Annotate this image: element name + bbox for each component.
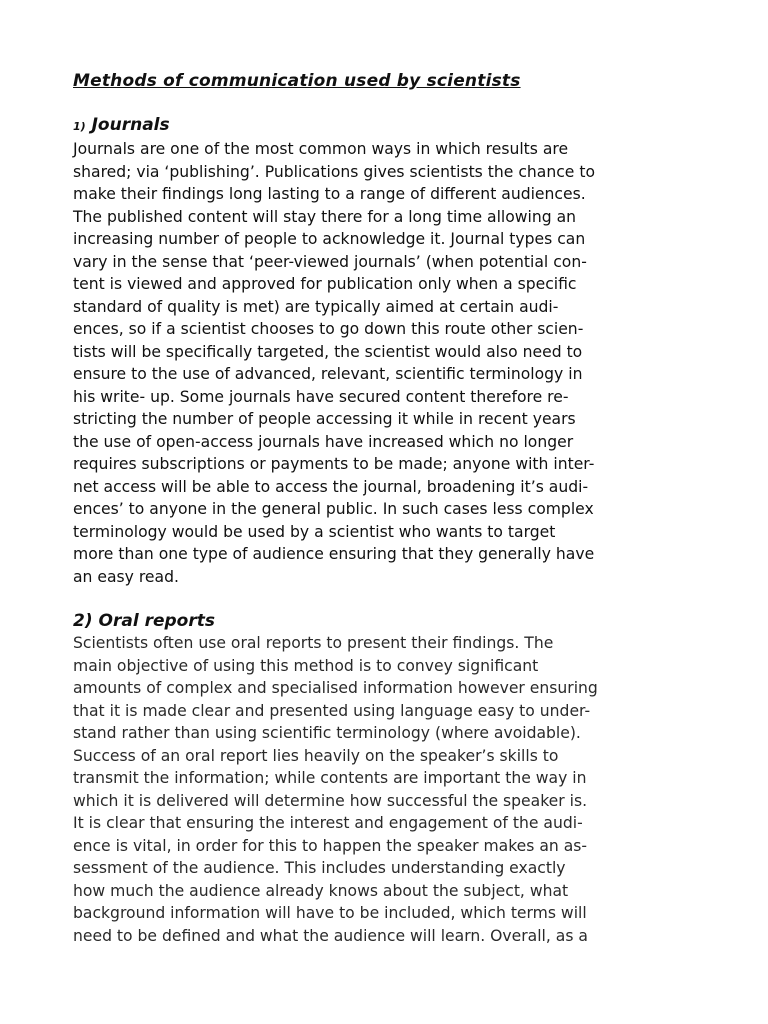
section-heading bbox=[73, 114, 698, 138]
body-text-line: tent is viewed and approved for publication only when a specific bbox=[73, 275, 577, 293]
body-text-line: stand rather than using scientific terminology (where avoidable). bbox=[73, 724, 581, 742]
body-text-line: ensure to the use of advanced, relevant, scientific terminology in bbox=[73, 365, 583, 383]
body-text-line: ences’ to anyone in the general public. In such cases less complex bbox=[73, 500, 594, 518]
section-spacer bbox=[73, 588, 698, 610]
body-text-line: an easy read. bbox=[73, 567, 179, 586]
body-text-line: standard of quality is met) are typically aimed at certain audi- bbox=[73, 297, 559, 316]
body-text-line: Scientists often use oral reports to present their findings. The bbox=[73, 634, 554, 652]
body-text-line: It is clear that ensuring the interest and engagement of the audi- bbox=[73, 814, 583, 832]
document-page bbox=[73, 70, 698, 947]
section-oral-reports bbox=[73, 610, 698, 947]
body-text-line: vary in the sense that ‘peer-viewed journals’ (when potential con- bbox=[73, 252, 587, 271]
body-text-line: stricting the number of people accessing it while in recent years bbox=[73, 410, 576, 428]
body-text-line: background information will have to be included, which terms will bbox=[73, 904, 587, 922]
body-text-line: his write- up. Some journals have secured content therefore re- bbox=[73, 387, 569, 406]
body-text-line: net access will be able to access the journal, broadening it’s audi- bbox=[73, 477, 589, 496]
body-text-line: the use of open-access journals have increased which no longer bbox=[73, 432, 574, 451]
section-heading bbox=[73, 610, 698, 632]
body-text-line: ences, so if a scientist chooses to go down this route other scien- bbox=[73, 320, 584, 338]
body-text-line: Journals are one of the most common ways in which results are bbox=[73, 140, 569, 158]
section-title: Journals bbox=[91, 115, 170, 135]
body-text-line: requires subscriptions or payments to be made; anyone with inter- bbox=[73, 455, 595, 473]
section-body bbox=[73, 138, 698, 588]
body-text-line: transmit the information; while contents are important the way in bbox=[73, 769, 587, 787]
body-text-line: main objective of using this method is to convey significant bbox=[73, 656, 539, 675]
body-text-line: The published content will stay there for a long time allowing an bbox=[73, 207, 577, 226]
section-title: Oral reports bbox=[98, 611, 215, 631]
body-text-line: make their findings long lasting to a range of different audiences. bbox=[73, 185, 586, 203]
body-text-line: sessment of the audience. This includes understanding exactly bbox=[73, 859, 566, 877]
document-title: Methods of communication used by scientists bbox=[73, 71, 521, 91]
body-text-line: tists will be specifically targeted, the scientist would also need to bbox=[73, 342, 583, 361]
body-text-line: shared; via ‘publishing’. Publications gives scientists the chance to bbox=[73, 162, 595, 181]
body-text-line: more than one type of audience ensuring that they generally have bbox=[73, 545, 595, 563]
body-text-line: how much the audience already knows about the subject, what bbox=[73, 881, 569, 900]
body-text-line: increasing number of people to acknowledge it. Journal types can bbox=[73, 230, 586, 248]
body-text-line: ence is vital, in order for this to happen the speaker makes an as- bbox=[73, 836, 588, 855]
section-journals bbox=[73, 114, 698, 588]
body-text-line: terminology would be used by a scientist who wants to target bbox=[73, 522, 556, 541]
section-number: 2) bbox=[73, 611, 93, 631]
body-text-line: that it is made clear and presented using language easy to under- bbox=[73, 701, 591, 720]
body-text-line: Success of an oral report lies heavily on the speaker’s skills to bbox=[73, 746, 559, 765]
body-text-line: amounts of complex and specialised information however ensuring bbox=[73, 679, 598, 697]
body-text-line: need to be defined and what the audience will learn. Overall, as a bbox=[73, 926, 588, 945]
section-body bbox=[73, 632, 698, 947]
body-text-line: which it is delivered will determine how successful the speaker is. bbox=[73, 791, 588, 810]
section-number: 1) bbox=[73, 120, 86, 133]
